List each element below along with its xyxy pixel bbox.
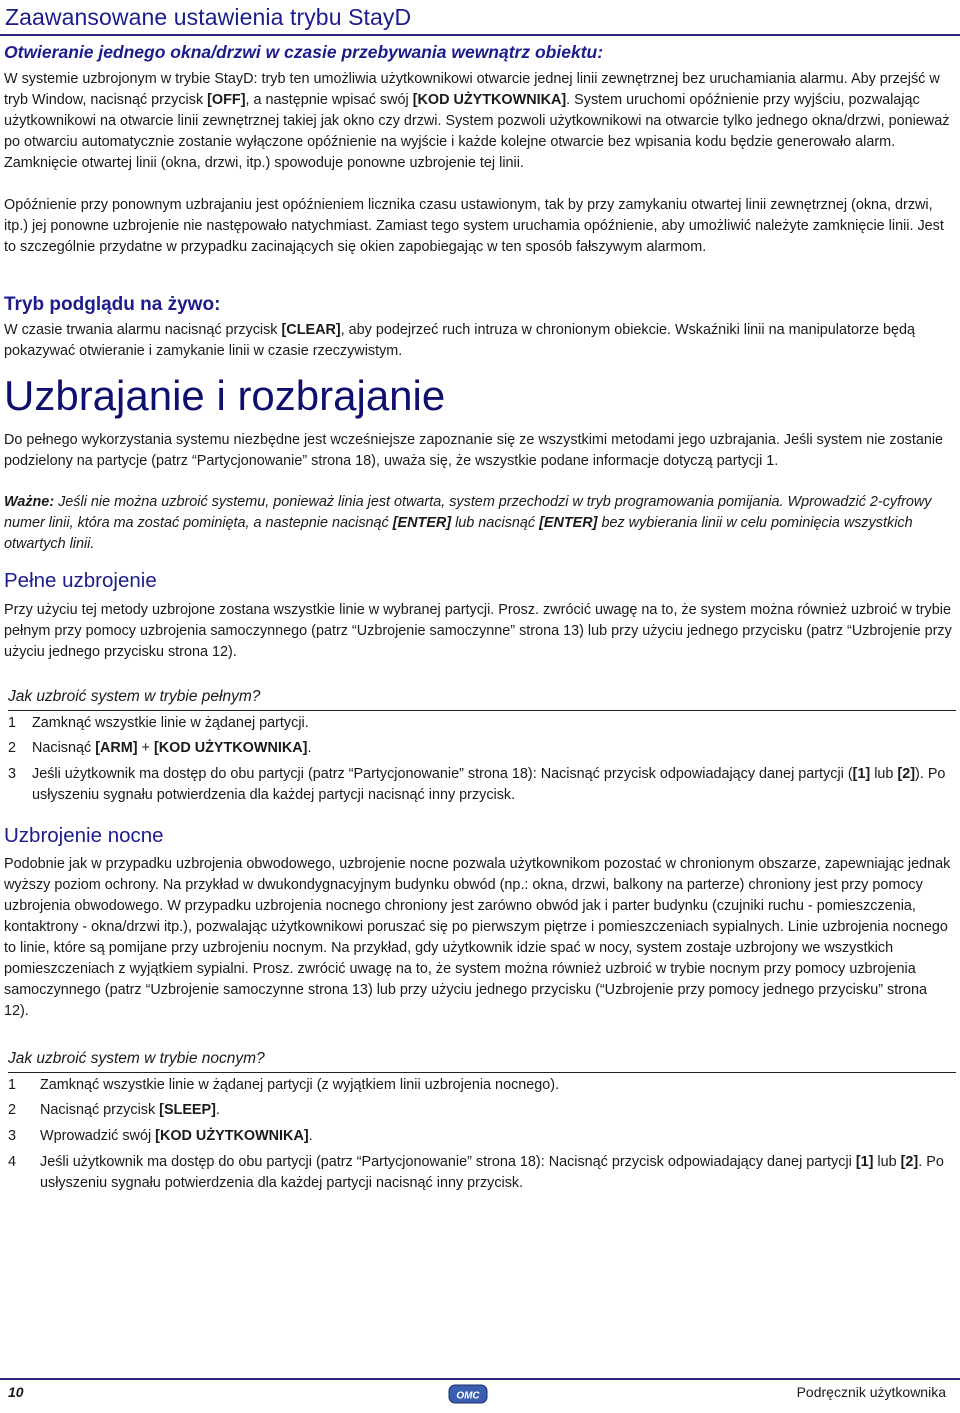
paragraph-full-arming: Przy użyciu tej metody uzbrojone zostana wszystkie linie w wybranej partycji. Prosz. zwrócić uwagę na to, że system można również uzbroić w trybie pełnym przy pomocy uzbrojenia samoczynnego (patrz “Uzbrojenie samoczynne” strona 13) lub przy użyciu jednego przycisku (patrz “Uzbrojenie przy użyciu jednego przycisku strona 12). bbox=[4, 602, 952, 660]
paragraph-window-mode: W systemie uzbrojonym w trybie StayD: tryb ten umożliwia użytkownikowi otwarcie jednej linii zewnętrznej bez uruchamiania alarmu. Aby przejść w tryb Window, nacisnąć przycisk [OFF], a następnie wpisać swój [KOD UŻYTKOWNIKA]. System uruchomi opóźnienie przy wyjściu, pozwalając użytkownikowi na otwarcie linii zewnętrznej takiej jak okno czy drzwi. System pozwoli użytkownikowi na otwarcie tylko jednego okna/drzwi, ponieważ po otwarciu automatycznie zostanie wyłączone opóźnienie na wyjście i każde kolejne otwarcie bez wpisania kodu będzie generowało alarm. Zamknięcie otwartej linii (okna, drzwi, itp.) spowoduje ponowne uzbrojenie tej linii. bbox=[4, 71, 950, 171]
paragraph-rearm-delay: Opóźnienie przy ponownym uzbrajaniu jest opóźnieniem licznika czasu ustawionym, tak by przy zamykaniu otwartej linii zewnętrznej (okna, drzwi, itp.) jej ponowne uzbrojenie nie następowało natychmiast. Zamiast tego system uruchamia opóźnienie, aby umożliwić należyte zamknięcie linii. Jest to szczególnie przydatne w przypadku zacinających się okien zapobiegając w ten sposób fałszywym alarmom. bbox=[4, 197, 944, 255]
heading-full-arming: Pełne uzbrojenie bbox=[4, 569, 157, 592]
top-header-bar bbox=[0, 0, 960, 36]
heading-live-view: Tryb podglądu na żywo: bbox=[4, 294, 221, 315]
footer-title: Podręcznik użytkownika bbox=[796, 1384, 946, 1400]
page-title: Zaawansowane ustawienia trybu StayD bbox=[5, 4, 412, 30]
question-night-arming: Jak uzbroić system w trybie nocnym? bbox=[8, 1048, 956, 1073]
paragraph-arming-note: Ważne: Jeśli nie można uzbroić systemu, ponieważ linia jest otwarta, system przechodzi w tryb programowania pomijania. Wprowadzić 2-cyfrowy numer linii, która ma zostać pominięta, a nastepnie nacisnąć [ENTER] lub nacisnąć [ENTER] bez wybierania linii w celu pominięcia wszystkich otwartych linii. bbox=[4, 494, 932, 552]
brand-logo bbox=[448, 1382, 488, 1406]
logo-text: OMC bbox=[456, 1390, 480, 1402]
heading-arming: Uzbrajanie i rozbrajanie bbox=[4, 372, 446, 419]
footer-divider bbox=[0, 1378, 960, 1380]
heading-night-arming: Uzbrojenie nocne bbox=[4, 824, 164, 847]
paragraph-arming-intro: Do pełnego wykorzystania systemu niezbędne jest wcześniejsze zapoznanie się ze wszystkimi metodami jego uzbrajania. Jeśli system nie zostanie podzielony na partycje (patrz “Partycjonowanie” strona 18), uważa się, że wszystkie podane informacje dotyczą partycji 1. bbox=[4, 432, 944, 469]
page-number: 10 bbox=[8, 1384, 24, 1400]
heading-window-mode: Otwieranie jednego okna/drzwi w czasie przebywania wewnątrz obiektu: bbox=[4, 42, 604, 62]
question-full-arming: Jak uzbroić system w trybie pełnym? bbox=[8, 686, 956, 711]
paragraph-night-arming: Podobnie jak w przypadku uzbrojenia obwodowego, uzbrojenie nocne pozwala użytkownikom pozostać w chronionym obszarze, zapewniając jednak wyższy poziom ochrony. Na przykład w dwukondygnacyjnym budynku obwód (np.: okna, drzwi, balkony na parterze) chroniony jest przy pomocy uzbrojenia obwodowego. W przypadku uzbrojenia nocnego chroniony jest zarówno obwód jak i parter budynku (czujniki ruchu - pomieszczenia, kontaktrony - okna/drzwi itp.), pozwalając użytkownikowi poruszać się po pierwszym piętrze i pomieszczeniach sypialnych. Linie uzbrojenia nocnego to linie, które są pomijane przy uzbrojeniu nocnym. Na przykład, gdy użytkownik idzie spać w nocy, system zostaje uzbrojony we wszystkich pomieszczeniach z wyjątkiem sypialni. Prosz. zwrócić uwagę na to, że system można również uzbroić w trybie nocnym przy pomocy uzbrojenia samoczynnego (patrz “Uzbrojenie samoczynne strona 13) lub przy użyciu jednego przycisku (“Uzbrojenie przy pomocy jednego przycisku” strona 12). bbox=[4, 856, 951, 1019]
paragraph-live-view: W czasie trwania alarmu nacisnąć przycisk [CLEAR], aby podejrzeć ruch intruza w chronionym obiekcie. Wskaźniki linii na manipulatorze będą pokazywać otwieranie i zamykanie linii w czasie rzeczywistym. bbox=[4, 322, 915, 359]
